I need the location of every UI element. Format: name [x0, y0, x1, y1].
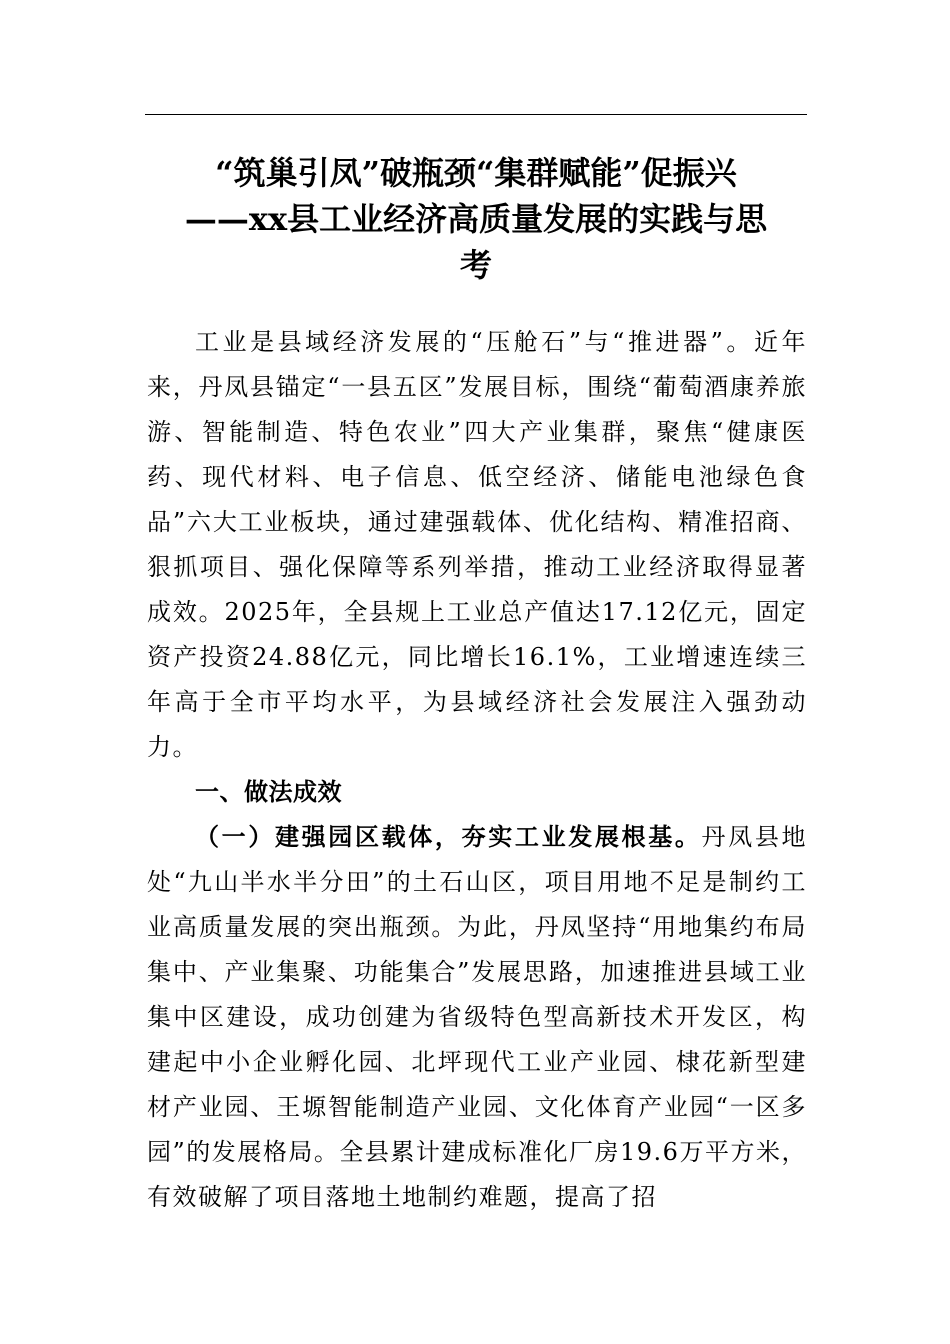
- subsection-lead: （一）建强园区载体，夯实工业发展根基。: [195, 823, 702, 851]
- document-title: [145, 150, 807, 288]
- title-line-3: 考: [459, 246, 492, 284]
- intro-paragraph: 工业是县域经济发展的“压舱石”与“推进器”。近年来，丹凤县锚定“一县五区”发展目标，围绕“葡萄酒康养旅游、智能制造、特色农业”四大产业集群，聚焦“健康医药、现代材料、电子信息、低空经济、储能电池绿色食品”六大工业板块，通过建强载体、优化结构、精准招商、狠抓项目、强化保障等系列举措，推动工业经济取得显著成效。2025年，全县规上工业总产值达17.12亿元，固定资产投资24.88亿元，同比增长16.1%，工业增速连续三年高于全市平均水平，为县域经济社会发展注入强劲动力。: [147, 328, 807, 761]
- title-line-1: “筑巢引凤”破瓶颈“集群赋能”促振兴: [215, 154, 737, 192]
- subsection-body: 丹凤县地处“九山半水半分田”的土石山区，项目用地不足是制约工业高质量发展的突出瓶颈。为此，丹凤坚持“用地集约布局集中、产业集聚、功能集合”发展思路，加速推进县域工业集中区建设，成功创建为省级特色型高新技术开发区，构建起中小企业孵化园、北坪现代工业产业园、棣花新型建材产业园、王塬智能制造产业园、文化体育产业园“一区多园”的发展格局。全县累计建成标准化厂房19.6万平方米，有效破解了项目落地土地制约难题，提高了招: [147, 823, 808, 1211]
- subsection-paragraph: [147, 815, 807, 1220]
- title-line-2: ——xx县工业经济高质量发展的实践与思: [184, 200, 768, 238]
- section-heading: 一、做法成效: [195, 778, 342, 806]
- document-body: [147, 320, 807, 1220]
- header-rule: [145, 114, 807, 115]
